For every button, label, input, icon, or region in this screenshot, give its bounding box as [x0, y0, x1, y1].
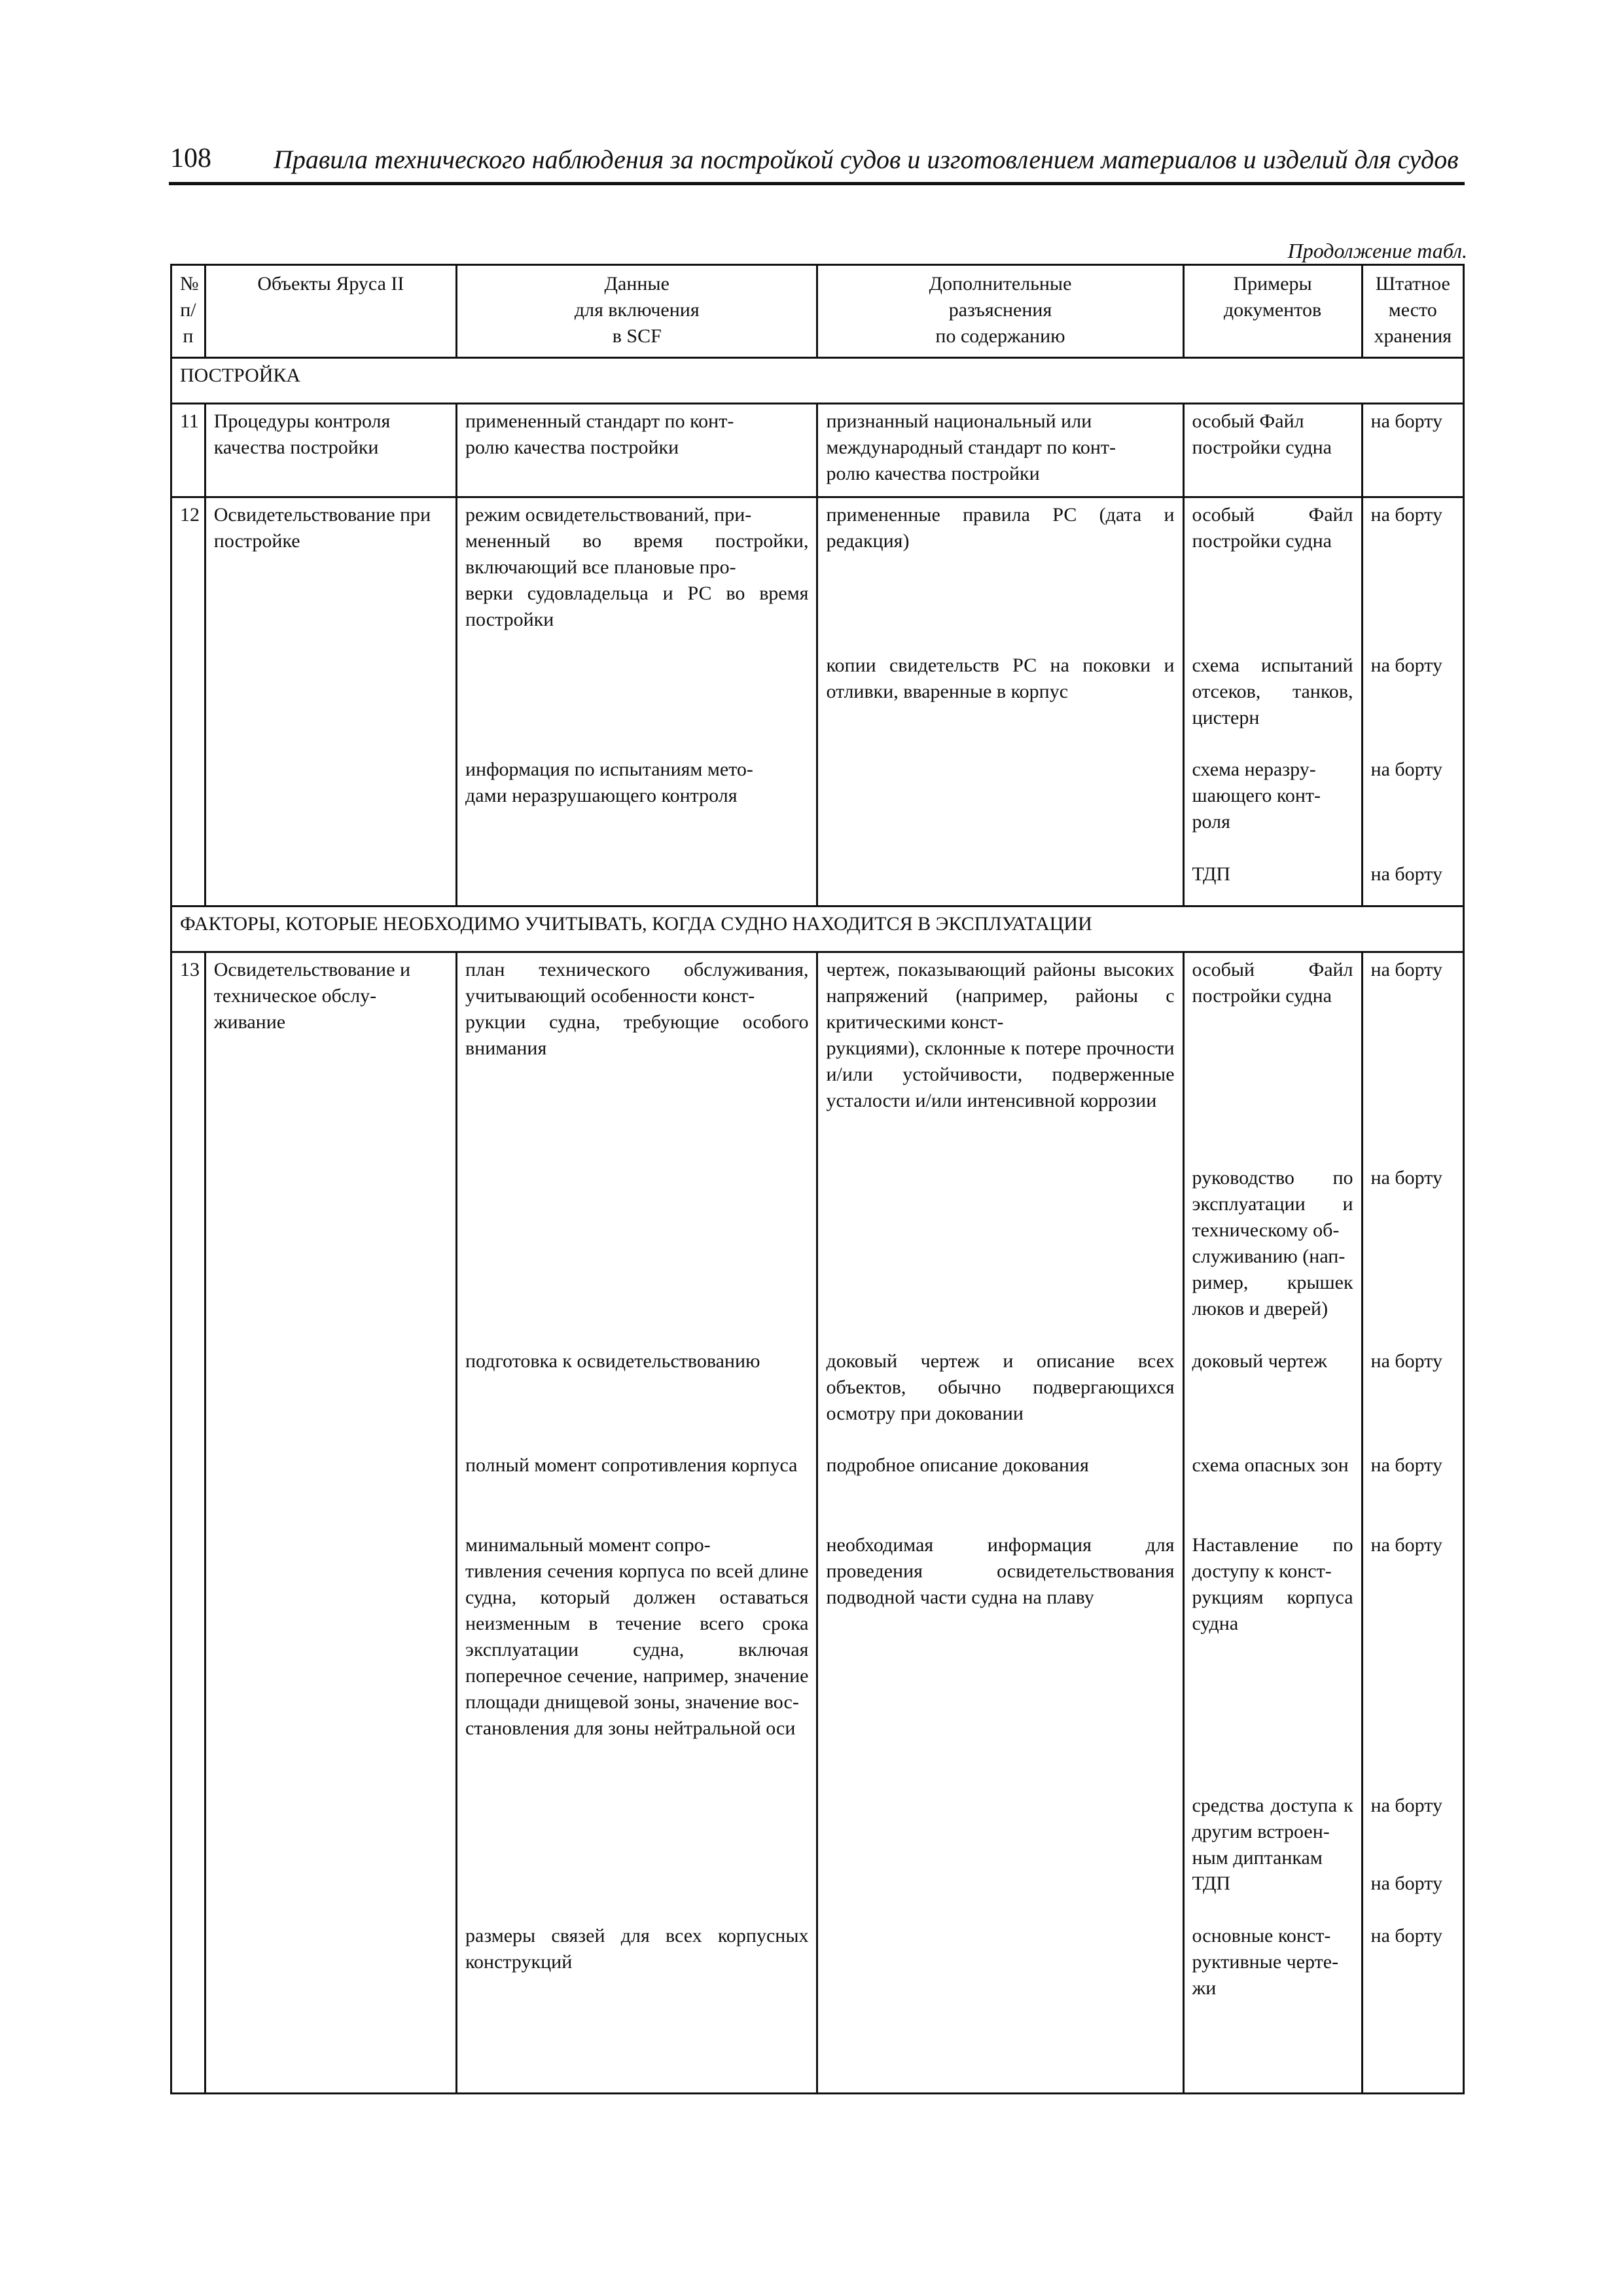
- row-object: Освидетельствование и техническое обслу- живание: [205, 952, 456, 2094]
- data-item: информация по испытаниям мето- дами неразрушающего контроля: [465, 759, 753, 806]
- example-item: ТДП: [1192, 863, 1231, 885]
- section-title: ФАКТОРЫ, КОТОРЫЕ НЕОБХОДИМО УЧИТЫВАТЬ, КОГДА СУДНО НАХОДИТСЯ В ЭКСПЛУАТАЦИИ: [171, 906, 1464, 952]
- example-item: схема опасных зон: [1192, 1454, 1349, 1476]
- storage-item: на борту: [1370, 1167, 1442, 1189]
- storage-item: на борту: [1370, 1873, 1442, 1894]
- explanation-item: чертеж, показывающий районы высоких напряжений (например, районы с критическими конст- рукциями), склонные к потере прочности и/или устойчивости, подверженные усталости и/или интенсивной коррозии: [826, 959, 1175, 1111]
- row-explanation: [817, 952, 1183, 2094]
- header-storage: Штатное место хранения: [1362, 265, 1463, 358]
- data-item: план технического обслуживания, учитывающий особенности конст- рукции судна, требующие особого внимания: [465, 959, 809, 1059]
- row-storage: на борту: [1362, 404, 1463, 497]
- row-example: [1183, 497, 1362, 906]
- section-title: ПОСТРОЙКА: [171, 358, 1464, 404]
- row-explanation: [817, 497, 1183, 906]
- data-item: полный момент сопротивления корпуса: [465, 1454, 798, 1476]
- storage-item: на борту: [1370, 655, 1442, 676]
- row-data: примененный стандарт по конт- ролю качества постройки: [457, 404, 817, 497]
- explanation-item: примененные правила РС (дата и редакция): [826, 504, 1175, 552]
- data-item: минимальный момент сопро- тивления сечения корпуса по всей длине судна, который должен оставаться неизменным в течение всего срока эксплуатации судна, включая поперечное сечение, например, значение площади днищевой зоны, значение вос- становления для зоны нейтральной оси: [465, 1534, 809, 1739]
- header-num: № п/п: [171, 265, 205, 358]
- example-item: схема неразру- шающего конт- роля: [1192, 759, 1321, 833]
- table-row: [171, 404, 1464, 497]
- row-data: [457, 952, 817, 2094]
- header-objects: Объекты Яруса II: [205, 265, 456, 358]
- page-number: 108: [170, 143, 211, 173]
- data-item: режим освидетельствований, при- мененный во время постройки, включающий все плановые про- верки судовладельца и РС во время постройки: [465, 504, 809, 630]
- section-row: [171, 906, 1464, 952]
- main-table: [170, 264, 1465, 2094]
- example-item: основные конст- руктивные черте- жи: [1192, 1925, 1339, 1999]
- explanation-item: доковый чертеж и описание всех объектов, обычно подвергающихся осмотру при доковании: [826, 1350, 1175, 1424]
- header-examples: Примеры документов: [1183, 265, 1362, 358]
- storage-item: на борту: [1370, 504, 1442, 526]
- header-row: [171, 265, 1464, 358]
- header-explanations: Дополнительные разъяснения по содержанию: [817, 265, 1183, 358]
- storage-item: на борту: [1370, 863, 1442, 885]
- data-item: подготовка к освидетельствованию: [465, 1350, 760, 1372]
- table-row: [171, 952, 1464, 2094]
- row-storage: [1362, 952, 1463, 2094]
- storage-item: на борту: [1370, 1534, 1442, 1556]
- row-explanation: признанный национальный или международный стандарт по конт- ролю качества постройки: [817, 404, 1183, 497]
- example-item: доковый чертеж: [1192, 1350, 1327, 1372]
- example-item: схема испытаний отсеков, танков, цистерн: [1192, 655, 1353, 728]
- row-storage: [1362, 497, 1463, 906]
- continuation-label: Продолжение табл.: [1287, 239, 1467, 262]
- row-example: [1183, 952, 1362, 2094]
- row-data: [457, 497, 817, 906]
- storage-item: на борту: [1370, 1454, 1442, 1476]
- table-row: [171, 497, 1464, 906]
- row-number: 11: [171, 404, 205, 497]
- header-data: Данные для включения в SCF: [457, 265, 817, 358]
- explanation-item: копии свидетельств РС на поковки и отливки, вваренные в корпус: [826, 655, 1175, 702]
- storage-item: на борту: [1370, 1350, 1442, 1372]
- example-item: особый Файл постройки судна: [1192, 959, 1353, 1007]
- row-example: особый Файл постройки судна: [1183, 404, 1362, 497]
- example-item: ТДП: [1192, 1873, 1231, 1894]
- running-head: [169, 139, 1465, 185]
- explanation-item: подробное описание докования: [826, 1454, 1089, 1476]
- data-item: размеры связей для всех корпусных конструкций: [465, 1925, 809, 1973]
- storage-item: на борту: [1370, 959, 1442, 980]
- storage-item: на борту: [1370, 759, 1442, 780]
- row-object: Освидетельствование при постройке: [205, 497, 456, 906]
- example-item: особый Файл постройки судна: [1192, 504, 1353, 552]
- example-item: Наставление по доступу к конст- рукциям корпуса судна: [1192, 1534, 1353, 1634]
- example-item: руководство по эксплуатации и техническому об- служиванию (нап- ример, крышек люков и дверей): [1192, 1167, 1353, 1319]
- section-row: [171, 358, 1464, 404]
- example-item: средства доступа к другим встроен- ным диптанкам: [1192, 1795, 1353, 1869]
- running-title: Правила технического наблюдения за постройкой судов и изготовлением материалов и изделий для судов: [274, 145, 1459, 174]
- storage-item: на борту: [1370, 1795, 1442, 1816]
- storage-item: на борту: [1370, 1925, 1442, 1946]
- row-number: 13: [171, 952, 205, 2094]
- row-object: Процедуры контроля качества постройки: [205, 404, 456, 497]
- explanation-item: необходимая информация для проведения освидетельствования подводной части судна на плаву: [826, 1534, 1175, 1608]
- row-number: 12: [171, 497, 205, 906]
